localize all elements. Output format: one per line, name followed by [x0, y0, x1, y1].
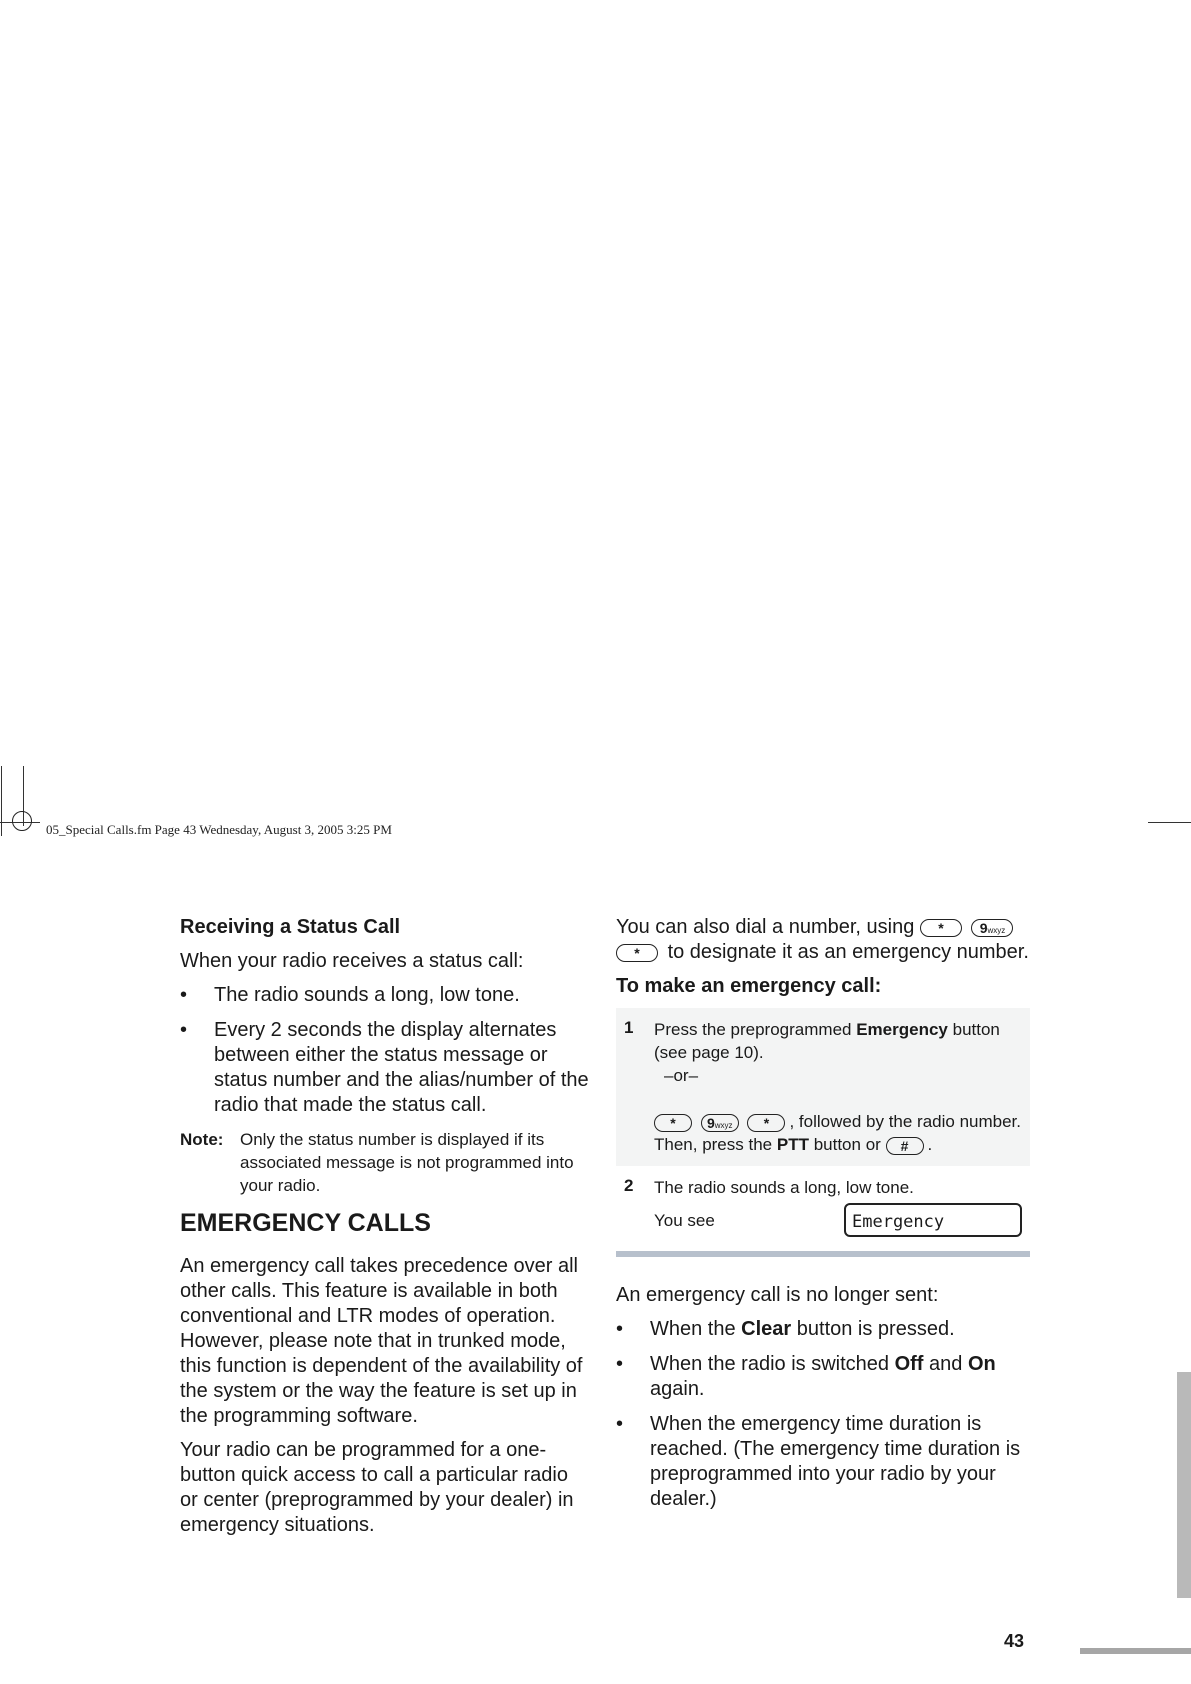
dial-instructions: You can also dial a number, using * 9wxyz * to designate it as an emergency number.: [616, 916, 1029, 963]
star-key-icon: *: [654, 1114, 692, 1132]
bullet-icon: •: [180, 984, 188, 1006]
star-key-icon: *: [920, 919, 962, 937]
step-number: 2: [624, 1176, 634, 1195]
procedure-table: [616, 1008, 1030, 1247]
status-call-heading: Receiving a Status Call: [180, 916, 401, 938]
list-item: • When the radio is switched Off and On again.: [616, 1353, 996, 1400]
crop-mark-right-horizontal: [1148, 822, 1191, 823]
status-intro: When your radio receives a status call:: [180, 950, 524, 972]
note-box: [180, 1128, 590, 1197]
bullet-icon: •: [616, 1413, 624, 1435]
registration-mark-icon: [12, 811, 32, 831]
emergency-calls-heading: EMERGENCY CALLS: [180, 1209, 431, 1237]
page-number: 43: [1004, 1631, 1025, 1651]
emergency-paragraph-1: An emergency call takes precedence over all other calls. This feature is available in both conventional and LTR modes of operation. However, please note that in trunked mode, this function is dependent of the availability of the system or the way the feature is set up in the programming software.: [180, 1255, 583, 1427]
status-bullet-list: [180, 983, 590, 1118]
note-text: Only the status number is displayed if its associated message is not programmed into your radio.: [240, 1130, 574, 1195]
hash-key-icon: #: [886, 1137, 924, 1155]
make-emergency-call-heading: To make an emergency call:: [616, 975, 882, 997]
star-key-icon: *: [747, 1114, 785, 1132]
list-item: • The radio sounds a long, low tone.: [180, 984, 520, 1006]
star-key-icon: *: [616, 944, 658, 962]
step-number: 1: [624, 1018, 634, 1037]
crop-mark-left-lower: [1, 766, 2, 836]
list-item: • When the Clear button is pressed.: [616, 1318, 955, 1340]
step-text: The radio sounds a long, low tone. You see Emergency: [654, 1176, 1022, 1237]
right-column: [616, 915, 1030, 1522]
nine-key-icon: 9wxyz: [971, 919, 1013, 937]
running-header: 05_Special Calls.fm Page 43 Wednesday, August 3, 2005 3:25 PM: [46, 822, 392, 837]
step-text: Press the preprogrammed Emergency button (see page 10). –or– * 9wxyz * , followed by the radio number. Then, press the PTT button or # .: [654, 1020, 1021, 1154]
not-sent-intro: An emergency call is no longer sent:: [616, 1284, 939, 1306]
you-see-label: You see: [654, 1210, 715, 1230]
step-row: [616, 1008, 1030, 1166]
list-item: • When the emergency time duration is reached. (The emergency time duration is preprogrammed into your radio by your dealer.): [616, 1413, 1021, 1510]
footer-bar: [1080, 1648, 1191, 1654]
lcd-display: Emergency: [844, 1203, 1022, 1237]
bullet-icon: •: [616, 1318, 624, 1340]
emergency-paragraph-2: Your radio can be programmed for a one-button quick access to call a particular radio or center (preprogrammed by your dealer) in emergency situations.: [180, 1439, 574, 1536]
bullet-icon: •: [180, 1019, 188, 1041]
step-row: [616, 1166, 1030, 1247]
list-item: • Every 2 seconds the display alternates between either the status message or status number and the alias/number of the radio that made the status call.: [180, 1019, 589, 1116]
not-sent-bullet-list: [616, 1317, 1030, 1512]
nine-key-icon: 9wxyz: [701, 1114, 739, 1132]
chapter-thumb-tab: [1177, 1372, 1191, 1598]
left-column: [180, 915, 590, 1547]
bullet-icon: •: [616, 1353, 624, 1375]
note-label: Note:: [180, 1130, 224, 1149]
table-bottom-rule: [616, 1251, 1030, 1257]
